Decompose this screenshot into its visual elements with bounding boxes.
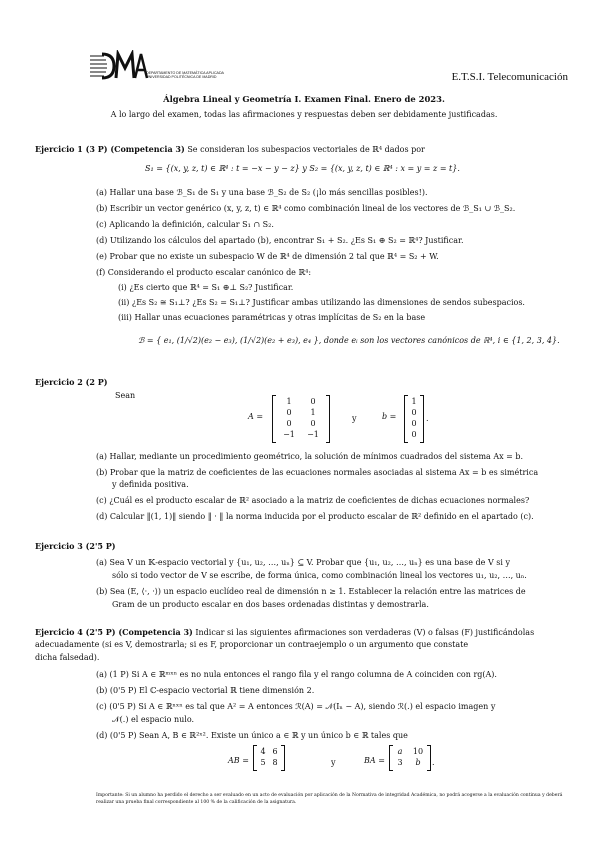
ex1-item-e: (e) Probar que no existe un subespacio W de ℝ⁴ de dimensión 2 tal que ℝ⁴ = S₂ + W.	[96, 252, 439, 261]
ex2-dot: .	[426, 414, 429, 423]
ex1-item-f-i: (i) ¿Es cierto que ℝ⁴ = S₁ ⊕⊥ S₂? Justificar.	[118, 283, 294, 292]
footnote: Importante: Si un alumno ha perdido el derecho a ser evaluado en un acto de evaluación por aplicación de la Normativa de integridad Académica, no podrá acogerse a la evaluación continua y deberá realizar una prueba final correspondiente al 100 % de la calificación de la asignatura.	[96, 793, 563, 806]
matrix-A-cell: −1	[283, 430, 295, 439]
ex2-y: y	[352, 414, 357, 423]
matrix-A-cell: 0	[286, 408, 292, 417]
ex1-sets: S₁ = {(x, y, z, t) ∈ ℝ⁴ : t = −x − y − z} y S₂ = {(x, y, z, t) ∈ ℝ⁴ : x = y = z = t}.	[145, 164, 460, 173]
ex3-item-b: (b) Sea (E, ⟨·, ·⟩) un espacio euclídeo real de dimensión n ≥ 1. Establecer la relación entre las matrices de	[96, 587, 526, 596]
dma-logo-graphic	[88, 50, 148, 84]
logo-sub-line-1: DEPARTAMENTO DE MATEMÁTICA APLICADA	[146, 71, 224, 75]
school-name: E.T.S.I. Telecomunicación	[451, 71, 568, 83]
matrix-A-cell: 0	[310, 419, 316, 428]
vector-b-cell: 0	[411, 408, 417, 417]
matrix-A-cell: 0	[310, 397, 316, 406]
ex1-item-f-iii: (iii) Hallar unas ecuaciones paramétricas y otras implícitas de S₂ en la base	[118, 313, 426, 322]
ex3-item-a: (a) Sea V un 𝕂-espacio vectorial y {u₁, u₂, …, uₙ} ⊆ V. Probar que {u₁, u₂, …, uₙ} es una base de V si y	[96, 558, 511, 567]
ex4-dot: .	[432, 758, 435, 767]
ex2-sean: Sean	[115, 391, 136, 400]
matrix-BA-cell: a	[397, 747, 403, 756]
ex2-heading: Ejercicio 2 (2 P)	[35, 377, 108, 387]
ex2-item-d: (d) Calcular ‖(1, 1)‖ siendo ‖ · ‖ la norma inducida por el producto escalar de ℝ² definido en el apartado (c).	[96, 512, 534, 521]
ex1-heading: Ejercicio 1 (3 P) (Competencia 3)	[35, 144, 185, 154]
matrix-BA	[389, 745, 431, 771]
matrix-AB-cell: 4	[260, 747, 266, 756]
matrix-A-cell: 0	[286, 419, 292, 428]
ex4-item-c: (c) (0'5 P) Si A ∈ ℝⁿˣⁿ es tal que A² = A entonces ℛ(A) = 𝒩(Iₙ − A), siendo ℛ(.) el espacio imagen y	[96, 702, 496, 711]
ex1-lead: Se consideran los subespacios vectoriales de ℝ⁴ dados por	[187, 145, 425, 154]
ex4-heading: Ejercicio 4 (2'5 P) (Competencia 3)	[35, 627, 193, 637]
matrix-AB-cell: 5	[260, 758, 266, 767]
vector-b-cell: 0	[411, 419, 417, 428]
vector-b-cell: 1	[411, 397, 417, 406]
ex2-item-b-cont: y definida positiva.	[112, 480, 189, 489]
ex2-item-c: (c) ¿Cuál es el producto escalar de ℝ² asociado a la matriz de coeficientes de dichas ecuaciones normales?	[96, 496, 530, 505]
ex4-y: y	[331, 758, 336, 767]
ex4-item-d: (d) (0'5 P) Sean A, B ∈ ℝ²ˣ². Existe un único a ∈ ℝ y un único b ∈ ℝ tales que	[96, 731, 408, 740]
ex4-item-b: (b) (0'5 P) El ℂ-espacio vectorial ℝ tiene dimensión 2.	[96, 686, 315, 695]
matrix-BA-cell: 3	[397, 758, 403, 767]
ex3-item-b-cont: Gram de un producto escalar en dos bases ordenadas distintas y demostrarla.	[112, 600, 429, 609]
ex3-item-a-cont: sólo si todo vector de V se escribe, de forma única, como combinación lineal los vectores u₁, u₂, …, uₙ.	[112, 571, 527, 580]
matrix-AB-cell: 8	[272, 758, 278, 767]
ex2-item-a: (a) Hallar, mediante un procedimiento geométrico, la solución de mínimos cuadrados del sistema Ax = b.	[96, 452, 524, 461]
matrix-AB-cell: 6	[272, 747, 278, 756]
matrix-AB-label: AB =	[228, 756, 249, 765]
matrix-A	[272, 395, 330, 443]
ex1-heading-line	[35, 144, 425, 155]
ex1-basis: ℬ = { e₁, (1/√2)(e₂ − e₃), (1/√2)(e₂ + e₃), e₄ }, donde eᵢ son los vectores canónicos de ℝ⁴, i ∈ {1, 2, 3, 4}.	[138, 336, 560, 345]
matrix-A-cell: −1	[307, 430, 319, 439]
dma-logo	[88, 50, 258, 86]
vector-b-cell: 0	[411, 430, 417, 439]
ex4-item-a: (a) (1 P) Si A ∈ ℝᵐˣⁿ es no nula entonces el rango fila y el rango columna de A coinciden con rg(A).	[96, 670, 497, 679]
ex1-item-a: (a) Hallar una base ℬ_S₁ de S₁ y una base ℬ_S₂ de S₂ (¡lo más sencillas posibles!).	[96, 188, 428, 197]
logo-sub-line-2: UNIVERSIDAD POLITÉCNICA DE MADRID	[146, 75, 217, 80]
ex4-lead-2: adecuadamente (si es V, demostrarla; si es F, proporcionar un contraejemplo o un argumento que constate	[35, 640, 469, 649]
ex2-item-b: (b) Probar que la matriz de coeficientes de las ecuaciones normales asociadas al sistema Ax = b es simétrica	[96, 468, 539, 477]
exam-intro: A lo largo del examen, todas las afirmaciones y respuestas deben ser debidamente justificadas.	[110, 110, 498, 119]
matrix-AB	[253, 745, 285, 771]
vector-b	[404, 395, 424, 443]
ex1-item-c: (c) Aplicando la definición, calcular S₁ ∩ S₂.	[96, 220, 274, 229]
ex3-heading: Ejercicio 3 (2'5 P)	[35, 541, 116, 551]
ex1-item-f: (f) Considerando el producto escalar canónico de ℝ⁴:	[96, 268, 312, 277]
ex1-item-d: (d) Utilizando los cálculos del apartado (b), encontrar S₁ + S₂. ¿Es S₁ ⊕ S₂ = ℝ⁴? Justificar.	[96, 236, 464, 245]
matrix-BA-label: BA =	[364, 756, 385, 765]
ex4-heading-line	[35, 627, 534, 638]
ex1-item-f-ii: (ii) ¿Es S₂ ≅ S₁⊥? ¿Es S₂ = S₁⊥? Justificar ambas utilizando las dimensiones de sendos subespacios.	[118, 298, 525, 307]
matrix-BA-cell: b	[415, 758, 421, 767]
matrix-A-cell: 1	[286, 397, 292, 406]
ex4-item-c-cont: 𝒩(.) el espacio nulo.	[112, 715, 195, 724]
logo-subtitle	[146, 71, 256, 80]
matrix-A-cell: 1	[310, 408, 316, 417]
matrix-BA-cell: 10	[412, 747, 424, 756]
ex4-lead-3: dicha falsedad).	[35, 653, 100, 662]
exam-title: Álgebra Lineal y Geometría I. Examen Final. Enero de 2023.	[163, 94, 445, 104]
vector-b-label: b =	[382, 412, 397, 421]
ex1-item-b: (b) Escribir un vector genérico (x, y, z, t) ∈ ℝ⁴ como combinación lineal de los vectores de ℬ_S₁ ∪ ℬ_S₂.	[96, 204, 516, 213]
matrix-A-label: A =	[248, 412, 264, 421]
ex4-lead: Indicar si las siguientes afirmaciones son verdaderas (V) o falsas (F) justificándolas	[195, 628, 535, 637]
